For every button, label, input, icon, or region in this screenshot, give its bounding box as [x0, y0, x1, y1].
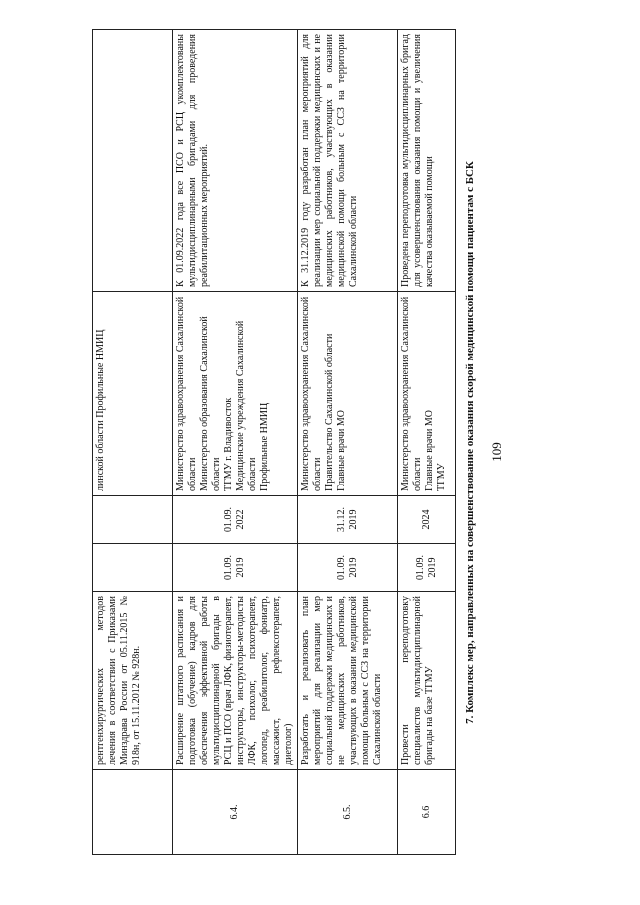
responsible-line: Министерство здравоохранения Сахалинской области [175, 296, 198, 491]
responsible-line: Главные врачи МО [336, 410, 347, 491]
table-row [398, 30, 456, 855]
end-date: 01.09. 2022 [173, 496, 298, 544]
table-row [298, 30, 398, 855]
action-text: Разработать и реализовать план мероприятий для реализации мер социальной поддержки медицинских и не медицинских работников, участвующих в оказании медицинской помощи больным с ССЗ на территории Сахалинской области [298, 592, 398, 770]
responsible-line: Профильные НМИЦ [259, 402, 270, 491]
item-number [93, 770, 173, 855]
start-date [93, 544, 173, 592]
action-plan-table [92, 29, 456, 855]
responsible-cell [93, 292, 173, 496]
responsible-line: Министерство образования Сахалинской области [199, 316, 222, 491]
item-number: 6.5. [298, 770, 398, 855]
responsible-cell [298, 292, 398, 496]
section-heading: 7. Комплекс мер, направленных на совершенствование оказания скорой медицинской помощи пациентам с БСК [464, 161, 476, 724]
responsible-cell [398, 292, 456, 496]
responsible-line: ТГМУ [436, 463, 447, 491]
action-text: рентгенхирургических методов лечения в соответствии с Приказами Минздрава России от 05.11.2015 № 918н, от 15.11.2012 № 928н. [93, 592, 173, 770]
responsible-line: Правительство Сахалинской области [324, 333, 335, 491]
result-text: К 31.12.2019 году разработан план мероприятий для реализации мер социальной поддержки медицинских и не медицинских работников, участвующих в оказании медицинской помощи больным с ССЗ на территории Сахалинской области [298, 30, 398, 292]
responsible-cell [173, 292, 298, 496]
page-number: 109 [489, 442, 504, 462]
action-text: Провести переподготовку специалистов мультидисциплинарной бригады на базе ТГМУ [398, 592, 456, 770]
start-date: 01.09. 2019 [173, 544, 298, 592]
responsible-line: линской области Профильные НМИЦ [95, 329, 106, 491]
item-number: 6.4. [173, 770, 298, 855]
result-text [93, 30, 173, 292]
result-text: Проведена переподготовка мультидисциплинарных бригад для усовершенствования оказания помощи и увеличения качества оказываемой помощи [398, 30, 456, 292]
landscape-page [92, 30, 476, 855]
result-text: К 01.09.2022 года все ПСО и РСЦ укомплектованы мультидисциплинарными бригадами для проведения реабилитационных мероприятий. [173, 30, 298, 292]
end-date: 2024 [398, 496, 456, 544]
end-date [93, 496, 173, 544]
responsible-line: Министерство здравоохранения Сахалинской области [400, 296, 423, 491]
responsible-line: ТГМУ г. Владивосток [223, 397, 234, 491]
action-text: Расширение штатного расписания и подготовка (обучение) кадров для обеспечения эффективной работы мультидисциплинарной бригады в РСЦ и ПСО (врач ЛФК, физиотерапевт, инструкторы, инструкторы-методисты ЛФК, психолог, психотерапевт, логопед, реабилитолог, фониатр, массажист, рефлексотерапевт, диетолог) [173, 592, 298, 770]
table-row [93, 30, 173, 855]
responsible-line: Медицинские учреждения Сахалинской области [235, 320, 258, 491]
responsible-line: Министерство здравоохранения Сахалинской области [300, 296, 323, 491]
start-date: 01.09. 2019 [398, 544, 456, 592]
responsible-line: Главные врачи МО [424, 410, 435, 491]
start-date: 01.09. 2019 [298, 544, 398, 592]
table-row [173, 30, 298, 855]
item-number: 6.6 [398, 770, 456, 855]
end-date: 31.12. 2019 [298, 496, 398, 544]
